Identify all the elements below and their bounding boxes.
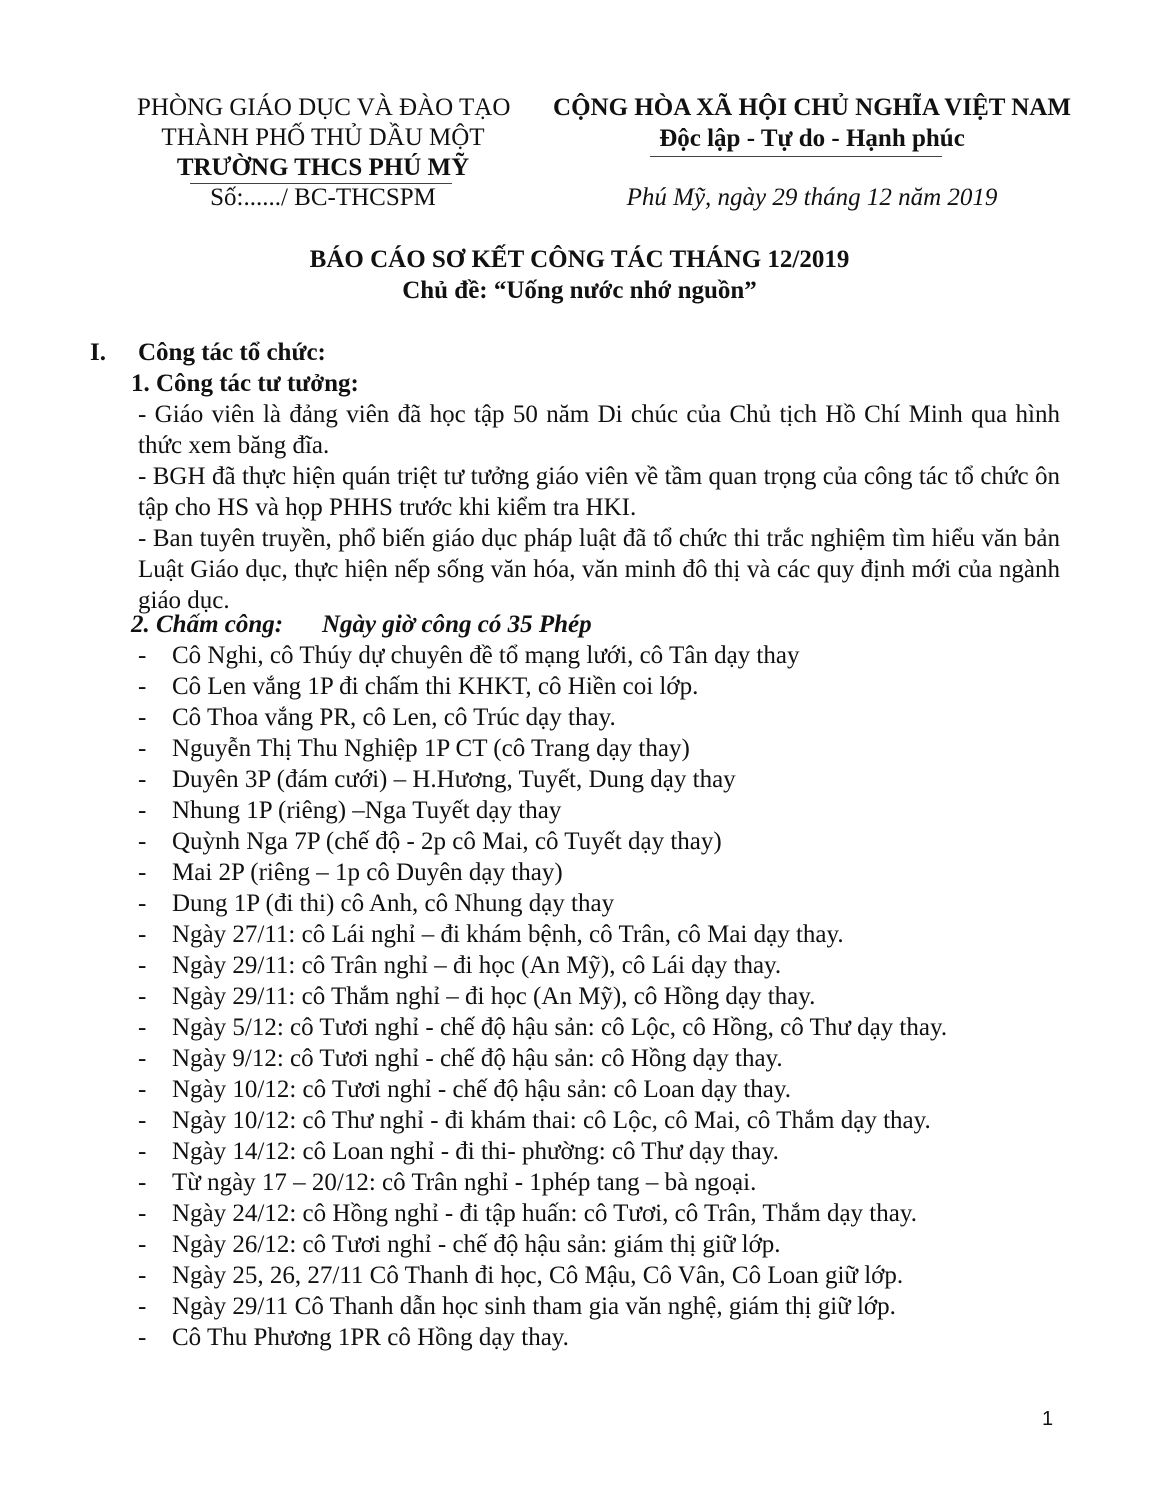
bullet-dash: - [138,1293,147,1320]
bullet-dash: - [138,952,147,979]
doc-number: Số:....../ BC-THCSPM [210,184,436,211]
list-item-text: Ngày 25, 26, 27/11 Cô Thanh đi học, Cô Mậu, Cô Vân, Cô Loan giữ lớp. [172,1262,904,1289]
bullet-dash: - [138,983,147,1010]
bullet-dash: - [138,1107,147,1134]
page-number: 1 [1042,1408,1054,1430]
list-item-text: Ngày 9/12: cô Tươi nghỉ - chế độ hậu sản: cô Hồng dạy thay. [172,1045,783,1072]
list-item-text: Ngày 27/11: cô Lái nghỉ – đi khám bệnh, cô Trân, cô Mai dạy thay. [172,921,844,948]
list-item [138,1105,947,1136]
bullet-dash: - [138,921,147,948]
paragraph-1: - Giáo viên là đảng viên đã học tập 50 năm Di chúc của Chủ tịch Hồ Chí Minh qua hình thức xem băng đĩa. [138,401,1060,459]
list-item [138,764,947,795]
list-item [138,733,947,764]
list-item-text: Ngày 29/11: cô Thắm nghỉ – đi học (An Mỹ), cô Hồng dạy thay. [172,983,816,1010]
bullet-dash: - [138,797,147,824]
list-item-text: Ngày 26/12: cô Tươi nghỉ - chế độ hậu sản: giám thị giữ lớp. [172,1231,781,1258]
bullet-dash: - [138,1262,147,1289]
list-item [138,981,947,1012]
header-right-rule [650,156,942,157]
list-item [138,1198,947,1229]
list-item [138,1074,947,1105]
list-item-text: Quỳnh Nga 7P (chế độ - 2p cô Mai, cô Tuyết dạy thay) [172,828,722,855]
list-item-text: Ngày 10/12: cô Tươi nghỉ - chế độ hậu sản: cô Loan dạy thay. [172,1076,791,1103]
list-item-text: Cô Len vắng 1P đi chấm thi KHKT, cô Hiền coi lớp. [172,673,699,700]
header-school: TRƯỜNG THCS PHÚ MỸ [176,154,470,181]
list-item [138,795,947,826]
bullet-dash: - [138,704,147,731]
list-item-text: Từ ngày 17 – 20/12: cô Trân nghỉ - 1phép tang – bà ngoại. [172,1169,757,1196]
list-item [138,702,947,733]
header-nation: CỘNG HÒA XÃ HỘI CHỦ NGHĨA VIỆT NAM [553,94,1071,121]
list-item-text: Cô Thoa vắng PR, cô Len, cô Trúc dạy thay. [172,704,616,731]
list-item-text: Ngày 10/12: cô Thư nghỉ - đi khám thai: cô Lộc, cô Mai, cô Thắm dạy thay. [172,1107,931,1134]
report-title: BÁO CÁO SƠ KẾT CÔNG TÁC THÁNG 12/2019 [309,246,850,273]
list-item [138,1043,947,1074]
list-item [138,826,947,857]
bullet-dash: - [138,828,147,855]
list-item [138,1229,947,1260]
paragraph-2: - BGH đã thực hiện quán triệt tư tưởng giáo viên về tầm quan trọng của công tác tổ chức ôn tập cho HS và họp PHHS trước khi kiểm tra HKI. [138,463,1060,521]
list-item [138,671,947,702]
doc-date: Phú Mỹ, ngày 29 tháng 12 năm 2019 [626,184,998,211]
list-item [138,919,947,950]
attendance-list [138,640,947,1353]
list-item [138,1260,947,1291]
bullet-dash: - [138,735,147,762]
list-item-text: Ngày 29/11 Cô Thanh dẫn học sinh tham gia văn nghệ, giám thị giữ lớp. [172,1293,896,1320]
section-heading: Công tác tổ chức: [138,339,326,366]
subsection-1-heading: 1. Công tác tư tưởng: [131,370,359,397]
bullet-dash: - [138,1014,147,1041]
bullet-dash: - [138,1200,147,1227]
bullet-dash: - [138,890,147,917]
subsection-2-heading: 2. Chấm công: [131,611,284,638]
section-number: I. [90,339,106,366]
bullet-dash: - [138,1045,147,1072]
list-item-text: Ngày 14/12: cô Loan nghỉ - đi thi- phường: cô Thư dạy thay. [172,1138,779,1165]
header-dept: PHÒNG GIÁO DỤC VÀ ĐÀO TẠO [137,94,511,121]
list-item-text: Mai 2P (riêng – 1p cô Duyên dạy thay) [172,859,563,886]
bullet-dash: - [138,859,147,886]
bullet-dash: - [138,1231,147,1258]
bullet-dash: - [138,1324,147,1351]
list-item-text: Ngày 24/12: cô Hồng nghỉ - đi tập huấn: cô Tươi, cô Trân, Thắm dạy thay. [172,1200,917,1227]
list-item [138,1291,947,1322]
list-item-text: Cô Thu Phương 1PR cô Hồng dạy thay. [172,1324,569,1351]
list-item [138,888,947,919]
list-item [138,1322,947,1353]
list-item-text: Dung 1P (đi thi) cô Anh, cô Nhung dạy thay [172,890,615,917]
paragraph-3: - Ban tuyên truyền, phổ biến giáo dục pháp luật đã tổ chức thi trắc nghiệm tìm hiểu văn bản Luật Giáo dục, thực hiện nếp sống văn hóa, văn minh đô thị và các quy định mới của ngành giáo dục. [138,525,1060,614]
list-item [138,857,947,888]
bullet-dash: - [138,673,147,700]
list-item [138,1136,947,1167]
bullet-dash: - [138,1169,147,1196]
list-item-text: Nhung 1P (riêng) –Nga Tuyết dạy thay [172,797,562,824]
bullet-dash: - [138,642,147,669]
bullet-dash: - [138,1076,147,1103]
list-item [138,640,947,671]
header-city: THÀNH PHỐ THỦ DẦU MỘT [161,124,485,151]
list-item-text: Cô Nghi, cô Thúy dự chuyên đề tổ mạng lưới, cô Tân dạy thay [172,642,800,669]
bullet-dash: - [138,766,147,793]
list-item [138,1012,947,1043]
bullet-dash: - [138,1138,147,1165]
header-motto: Độc lập - Tự do - Hạnh phúc [659,125,965,152]
list-item-text: Ngày 29/11: cô Trân nghỉ – đi học (An Mỹ), cô Lái dạy thay. [172,952,782,979]
list-item-text: Duyên 3P (đám cưới) – H.Hương, Tuyết, Dung dạy thay [172,766,736,793]
subsection-2-note: Ngày giờ công có 35 Phép [322,611,592,638]
report-subject: Chủ đề: “Uống nước nhớ nguồn” [402,277,757,304]
list-item [138,950,947,981]
list-item [138,1167,947,1198]
list-item-text: Nguyễn Thị Thu Nghiệp 1P CT (cô Trang dạy thay) [172,735,690,762]
list-item-text: Ngày 5/12: cô Tươi nghỉ - chế độ hậu sản: cô Lộc, cô Hồng, cô Thư dạy thay. [172,1014,948,1041]
